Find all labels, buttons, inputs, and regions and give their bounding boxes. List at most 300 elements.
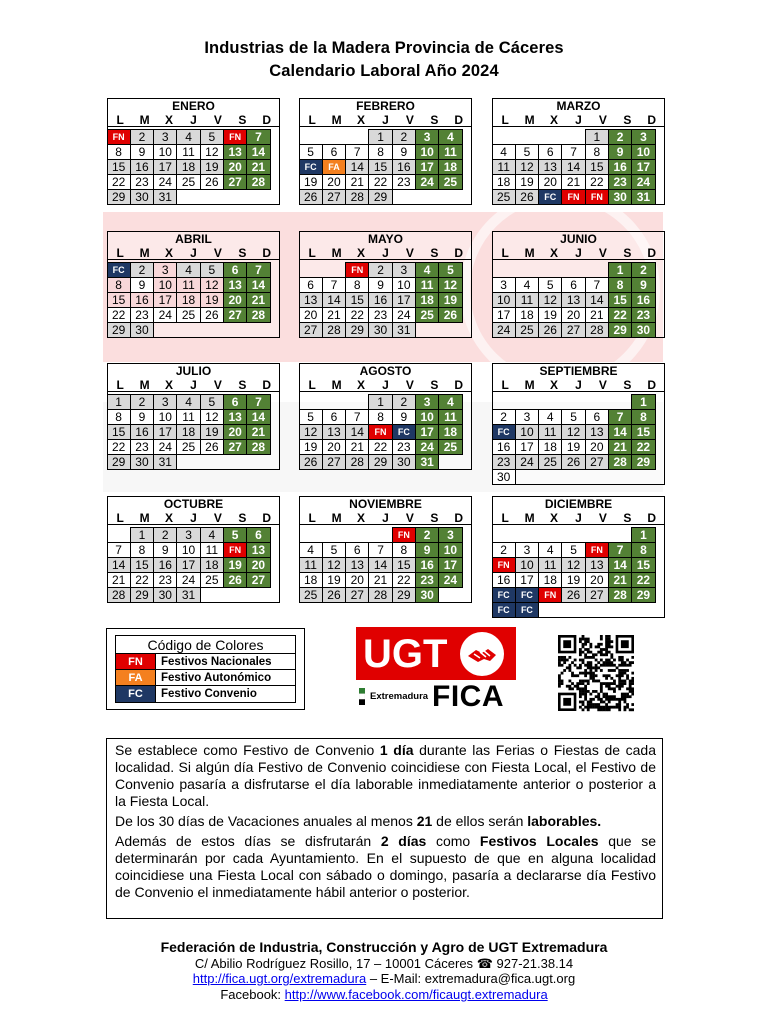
notice-text: durante las Ferias o Fiestas de cada localidad. Si algún día Festivo de Convenio coincidiese con Fiesta Local, el Festivo de Convenio pasaría a disfrutarse el día laborable inmediatamente anterior o posterior a la Fiesta Local. <box>115 742 656 809</box>
day-cell: 26 <box>322 588 345 603</box>
handshake-icon <box>460 632 504 676</box>
day-cell: 22 <box>107 440 130 455</box>
day-cell: 24 <box>177 573 200 588</box>
weekday-label: J <box>575 511 582 525</box>
day-cell: 12 <box>200 145 223 160</box>
facebook-link[interactable]: http://www.facebook.com/ficaugt.extremadura <box>284 987 548 1002</box>
day-cell-weekend: 29 <box>632 455 655 470</box>
day-cell: 11 <box>200 543 223 558</box>
day-cell: 24 <box>392 308 415 323</box>
day-cell-weekend: 13 <box>247 543 270 558</box>
day-cell-weekend: 18 <box>439 425 462 440</box>
day-cell-weekend: 19 <box>439 293 462 308</box>
day-cell: 4 <box>539 543 562 558</box>
month-marzo <box>492 98 665 205</box>
weekday-label: M <box>331 378 342 392</box>
day-cell: 22 <box>107 175 130 190</box>
weekday-label: D <box>454 113 464 127</box>
empty-cell <box>322 263 345 278</box>
day-cell-weekend: 7 <box>247 395 270 410</box>
day-cell: 26 <box>539 323 562 338</box>
empty-cell <box>247 323 270 338</box>
legend-code: FA <box>116 670 156 685</box>
month-days-table <box>107 262 271 338</box>
day-cell: 1 <box>369 395 392 410</box>
day-cell: 28 <box>346 190 369 205</box>
day-cell: 31 <box>154 190 177 205</box>
day-cell: 19 <box>200 425 223 440</box>
day-cell-weekend: 4 <box>439 395 462 410</box>
day-cell: 24 <box>515 455 538 470</box>
day-cell: 3 <box>492 278 515 293</box>
day-cell: 6 <box>346 543 369 558</box>
empty-cell <box>539 395 562 410</box>
empty-cell <box>562 263 585 278</box>
day-cell-festivo-convenio: FC <box>299 160 322 175</box>
day-cell: 27 <box>585 588 608 603</box>
empty-cell <box>223 190 246 205</box>
day-cell: 20 <box>322 175 345 190</box>
day-cell: 26 <box>299 190 322 205</box>
day-cell: 17 <box>154 293 177 308</box>
empty-cell <box>346 395 369 410</box>
empty-cell <box>539 528 562 543</box>
day-cell: 16 <box>492 573 515 588</box>
day-cell: 2 <box>492 410 515 425</box>
weekday-label: L <box>116 511 124 525</box>
day-cell: 22 <box>585 175 608 190</box>
empty-cell <box>200 455 223 470</box>
month-days-table <box>492 527 656 618</box>
day-cell: 27 <box>346 588 369 603</box>
day-cell: 11 <box>539 425 562 440</box>
day-cell: 20 <box>562 308 585 323</box>
phone-text: 927-21.38.14 <box>496 956 574 971</box>
weekday-label: X <box>550 378 559 392</box>
day-cell: 2 <box>392 130 415 145</box>
day-cell: 31 <box>154 455 177 470</box>
day-cell-weekend: 23 <box>608 175 631 190</box>
weekday-label: X <box>357 246 366 260</box>
day-cell: 12 <box>539 293 562 308</box>
weekday-label: D <box>454 246 464 260</box>
day-cell-weekend: 6 <box>223 395 246 410</box>
day-cell-weekend: 17 <box>415 160 438 175</box>
day-cell: 2 <box>130 395 153 410</box>
weekday-label: S <box>623 378 632 392</box>
notice-paragraph-1 <box>115 742 656 810</box>
day-cell-weekend: 2 <box>415 528 438 543</box>
day-cell: 5 <box>200 395 223 410</box>
day-cell-festivo-nacional: FN <box>369 425 392 440</box>
weekday-label: M <box>524 246 535 260</box>
day-cell: 19 <box>299 175 322 190</box>
day-cell: 2 <box>392 395 415 410</box>
day-cell: 3 <box>154 395 177 410</box>
day-cell-weekend: 18 <box>415 293 438 308</box>
month-days-table <box>492 262 656 338</box>
day-cell: 2 <box>492 543 515 558</box>
day-cell: 18 <box>492 175 515 190</box>
logo-ugt-text: UGT <box>363 632 448 676</box>
weekday-label: S <box>238 113 247 127</box>
day-cell-weekend: 13 <box>223 410 246 425</box>
empty-cell <box>585 395 608 410</box>
day-cell: 18 <box>177 425 200 440</box>
day-cell-weekend: 20 <box>247 558 270 573</box>
empty-cell <box>515 528 538 543</box>
weekday-label: D <box>262 378 272 392</box>
day-cell: 21 <box>369 573 392 588</box>
weekday-label: D <box>262 511 272 525</box>
weekday-label: X <box>357 378 366 392</box>
day-cell-weekend: 17 <box>632 160 655 175</box>
empty-cell <box>299 130 322 145</box>
empty-cell <box>223 588 246 603</box>
weekday-label: D <box>262 246 272 260</box>
day-cell: 26 <box>562 455 585 470</box>
empty-cell <box>515 130 538 145</box>
day-cell: 10 <box>154 145 177 160</box>
day-cell-festivo-convenio: FC <box>492 588 515 603</box>
month-days-table <box>107 129 271 205</box>
day-cell-festivo-nacional: FN <box>585 543 608 558</box>
day-cell: 1 <box>585 130 608 145</box>
day-cell: 8 <box>107 278 130 293</box>
day-cell: 6 <box>299 278 322 293</box>
day-cell-weekend: 26 <box>223 573 246 588</box>
day-cell: 22 <box>130 573 153 588</box>
weekday-label: L <box>308 511 316 525</box>
day-cell: 20 <box>322 440 345 455</box>
notice-text: De los 30 días de Vacaciones anuales al menos <box>115 813 417 829</box>
weekday-label: M <box>524 378 535 392</box>
day-cell: 30 <box>130 323 153 338</box>
day-cell: 7 <box>346 145 369 160</box>
weekday-label: V <box>213 246 222 260</box>
empty-cell <box>322 395 345 410</box>
day-cell-weekend: 29 <box>608 323 631 338</box>
day-cell-festivo-nacional: FN <box>107 130 130 145</box>
day-cell: 20 <box>539 175 562 190</box>
day-cell: 26 <box>200 308 223 323</box>
day-cell: 6 <box>322 145 345 160</box>
day-cell: 9 <box>369 278 392 293</box>
day-cell: 21 <box>346 175 369 190</box>
day-cell-weekend: 30 <box>415 588 438 603</box>
day-cell: 5 <box>200 263 223 278</box>
day-cell: 24 <box>154 440 177 455</box>
day-cell-weekend: 14 <box>247 410 270 425</box>
weekday-label: S <box>430 246 439 260</box>
day-cell: 17 <box>515 573 538 588</box>
legend-label: Festivo Convenio <box>161 688 257 700</box>
day-cell: 14 <box>346 425 369 440</box>
legend-item-fa <box>116 670 295 686</box>
empty-cell <box>299 395 322 410</box>
weekday-label: V <box>213 378 222 392</box>
day-cell-festivo-convenio: FC <box>515 588 538 603</box>
day-cell: 23 <box>154 573 177 588</box>
weekday-label: J <box>190 378 197 392</box>
day-cell: 23 <box>492 455 515 470</box>
day-cell-weekend: 10 <box>439 543 462 558</box>
day-cell-festivo-nacional: FN <box>223 543 246 558</box>
day-cell-weekend: 24 <box>439 573 462 588</box>
day-cell: 11 <box>177 145 200 160</box>
day-cell: 29 <box>107 323 130 338</box>
website-link[interactable]: http://fica.ugt.org/extremadura <box>192 971 367 986</box>
day-cell: 8 <box>107 145 130 160</box>
day-cell: 8 <box>346 278 369 293</box>
day-cell: 30 <box>154 588 177 603</box>
day-cell-weekend: 7 <box>247 130 270 145</box>
day-cell: 4 <box>200 528 223 543</box>
weekday-label: D <box>454 378 464 392</box>
day-cell: 8 <box>392 543 415 558</box>
day-cell: 16 <box>130 160 153 175</box>
day-cell-weekend: 30 <box>608 190 631 205</box>
day-cell-weekend: 22 <box>632 573 655 588</box>
qr-code-icon[interactable] <box>558 630 634 716</box>
day-cell-weekend: 14 <box>608 425 631 440</box>
day-cell: 18 <box>515 308 538 323</box>
weekday-label: V <box>405 378 414 392</box>
day-cell: 27 <box>562 323 585 338</box>
weekday-label: D <box>647 246 657 260</box>
day-cell-weekend: 8 <box>608 278 631 293</box>
day-cell: 29 <box>369 190 392 205</box>
empty-cell <box>539 603 562 618</box>
weekday-label: M <box>331 246 342 260</box>
day-cell: 16 <box>130 293 153 308</box>
day-cell-festivo-nacional: FN <box>392 528 415 543</box>
day-cell-weekend: 18 <box>439 160 462 175</box>
day-cell: 14 <box>107 558 130 573</box>
day-cell: 30 <box>130 455 153 470</box>
day-cell-weekend: 9 <box>415 543 438 558</box>
day-cell: 25 <box>177 175 200 190</box>
day-cell: 14 <box>585 293 608 308</box>
weekday-label: S <box>623 511 632 525</box>
day-cell-weekend: 27 <box>223 308 246 323</box>
empty-cell <box>562 528 585 543</box>
day-cell-weekend: 6 <box>223 263 246 278</box>
empty-cell <box>585 263 608 278</box>
weekday-label: S <box>623 246 632 260</box>
day-cell: 6 <box>585 410 608 425</box>
day-cell-festivo-convenio: FC <box>107 263 130 278</box>
month-febrero <box>299 98 472 205</box>
empty-cell <box>439 455 462 470</box>
day-cell: 27 <box>299 323 322 338</box>
day-cell: 15 <box>107 293 130 308</box>
day-cell-weekend: 7 <box>608 410 631 425</box>
weekday-label: M <box>524 511 535 525</box>
day-cell-weekend: 8 <box>632 543 655 558</box>
day-cell: 18 <box>539 573 562 588</box>
day-cell-weekend: 20 <box>223 425 246 440</box>
day-cell: 23 <box>130 308 153 323</box>
day-cell: 25 <box>492 190 515 205</box>
day-cell: 10 <box>515 425 538 440</box>
notice-emphasis: Festivos Locales <box>479 833 599 849</box>
day-cell: 4 <box>177 395 200 410</box>
notice-paragraph-3 <box>115 833 656 901</box>
day-cell: 27 <box>322 455 345 470</box>
legend-code: FC <box>116 686 156 702</box>
day-cell: 19 <box>539 308 562 323</box>
day-cell: 4 <box>515 278 538 293</box>
footer-org: Federación de Industria, Construcción y Agro de UGT Extremadura <box>160 939 608 955</box>
day-cell: 13 <box>539 160 562 175</box>
weekday-header <box>108 113 279 127</box>
empty-cell <box>369 528 392 543</box>
day-cell-weekend: 21 <box>247 160 270 175</box>
empty-cell <box>223 455 246 470</box>
month-name: DICIEMBRE <box>544 497 613 511</box>
day-cell-weekend: 28 <box>608 588 631 603</box>
weekday-header <box>300 378 471 392</box>
day-cell: 6 <box>562 278 585 293</box>
empty-cell <box>299 528 322 543</box>
day-cell-weekend: 28 <box>608 455 631 470</box>
day-cell: 20 <box>299 308 322 323</box>
day-cell: 22 <box>107 308 130 323</box>
weekday-label: X <box>165 378 174 392</box>
day-cell-weekend: 20 <box>223 293 246 308</box>
day-cell-weekend: 8 <box>632 410 655 425</box>
weekday-label: V <box>405 113 414 127</box>
day-cell-weekend: 3 <box>415 395 438 410</box>
day-cell: 8 <box>585 145 608 160</box>
empty-cell <box>562 470 585 485</box>
day-cell-festivo-nacional: FN <box>223 130 246 145</box>
notice-text: que se determinarán por cada Ayuntamiento. En el supuesto de que en alguna localidad coincidiese una Fiesta Local con sábado o domingo, pasaría a declararse día Festivo de Convenio el inmediatamente hábil anterior o posterior. <box>115 833 657 900</box>
month-junio <box>492 231 665 338</box>
day-cell: 29 <box>369 455 392 470</box>
month-days-table <box>492 129 656 205</box>
day-cell-weekend: 30 <box>632 323 655 338</box>
notice-text: como <box>426 833 480 849</box>
month-name: MARZO <box>556 99 601 113</box>
weekday-label: L <box>308 113 316 127</box>
day-cell: 11 <box>515 293 538 308</box>
day-cell: 11 <box>177 278 200 293</box>
month-days-table <box>299 394 463 470</box>
empty-cell <box>415 323 438 338</box>
day-cell-weekend: 6 <box>247 528 270 543</box>
day-cell-weekend: 16 <box>632 293 655 308</box>
weekday-label: M <box>524 113 535 127</box>
month-name: ABRIL <box>175 232 212 246</box>
day-cell-festivo-convenio: FC <box>492 603 515 618</box>
day-cell-weekend: 4 <box>439 130 462 145</box>
day-cell-weekend: 23 <box>632 308 655 323</box>
empty-cell <box>247 455 270 470</box>
day-cell-weekend: 12 <box>439 278 462 293</box>
day-cell: 31 <box>392 323 415 338</box>
day-cell: 30 <box>369 323 392 338</box>
day-cell: 17 <box>492 308 515 323</box>
weekday-header <box>108 246 279 260</box>
day-cell-weekend: 23 <box>415 573 438 588</box>
day-cell-weekend: 21 <box>247 425 270 440</box>
day-cell: 19 <box>562 440 585 455</box>
day-cell: 30 <box>492 470 515 485</box>
weekday-label: L <box>501 378 509 392</box>
day-cell: 25 <box>177 440 200 455</box>
day-cell: 19 <box>322 573 345 588</box>
empty-cell <box>585 603 608 618</box>
day-cell: 7 <box>107 543 130 558</box>
logo-region-text: Extremadura <box>370 691 429 702</box>
month-name: JULIO <box>175 364 212 378</box>
weekday-label: M <box>139 511 150 525</box>
day-cell: 18 <box>200 558 223 573</box>
weekday-label: J <box>190 113 197 127</box>
day-cell-weekend: 3 <box>415 130 438 145</box>
email-text[interactable]: extremadura@fica.ugt.org <box>424 971 576 986</box>
empty-cell <box>492 395 515 410</box>
month-octubre <box>107 496 280 603</box>
weekday-label: M <box>139 378 150 392</box>
day-cell: 25 <box>177 308 200 323</box>
empty-cell <box>515 470 538 485</box>
month-days-table <box>107 527 271 603</box>
weekday-label: S <box>430 511 439 525</box>
day-cell-festivo-nacional: FN <box>346 263 369 278</box>
weekday-label: V <box>405 511 414 525</box>
empty-cell <box>539 263 562 278</box>
weekday-label: L <box>116 113 124 127</box>
day-cell: 22 <box>369 440 392 455</box>
day-cell: 13 <box>346 558 369 573</box>
day-cell: 23 <box>369 308 392 323</box>
day-cell-weekend: 15 <box>608 293 631 308</box>
month-enero <box>107 98 280 205</box>
day-cell: 18 <box>177 160 200 175</box>
day-cell: 11 <box>177 410 200 425</box>
empty-cell <box>200 190 223 205</box>
empty-cell <box>539 130 562 145</box>
day-cell-weekend: 15 <box>632 558 655 573</box>
day-cell-weekend: 2 <box>632 263 655 278</box>
weekday-label: J <box>190 246 197 260</box>
page-subtitle: Calendario Laboral Año 2024 <box>269 62 499 80</box>
notice-text: de ellos serán <box>432 813 528 829</box>
weekday-label: J <box>382 113 389 127</box>
weekday-header <box>493 113 664 127</box>
month-days-table <box>492 394 656 485</box>
day-cell: 14 <box>346 160 369 175</box>
day-cell-weekend: 1 <box>608 263 631 278</box>
day-cell: 25 <box>299 588 322 603</box>
day-cell: 22 <box>346 308 369 323</box>
weekday-label: M <box>331 113 342 127</box>
day-cell-weekend: 28 <box>247 175 270 190</box>
weekday-label: J <box>575 378 582 392</box>
day-cell: 14 <box>322 293 345 308</box>
footer-contact <box>0 971 768 986</box>
empty-cell <box>322 528 345 543</box>
weekday-label: L <box>501 511 509 525</box>
month-days-table <box>107 394 271 470</box>
day-cell: 17 <box>392 293 415 308</box>
day-cell: 26 <box>200 440 223 455</box>
empty-cell <box>200 588 223 603</box>
empty-cell <box>439 323 462 338</box>
